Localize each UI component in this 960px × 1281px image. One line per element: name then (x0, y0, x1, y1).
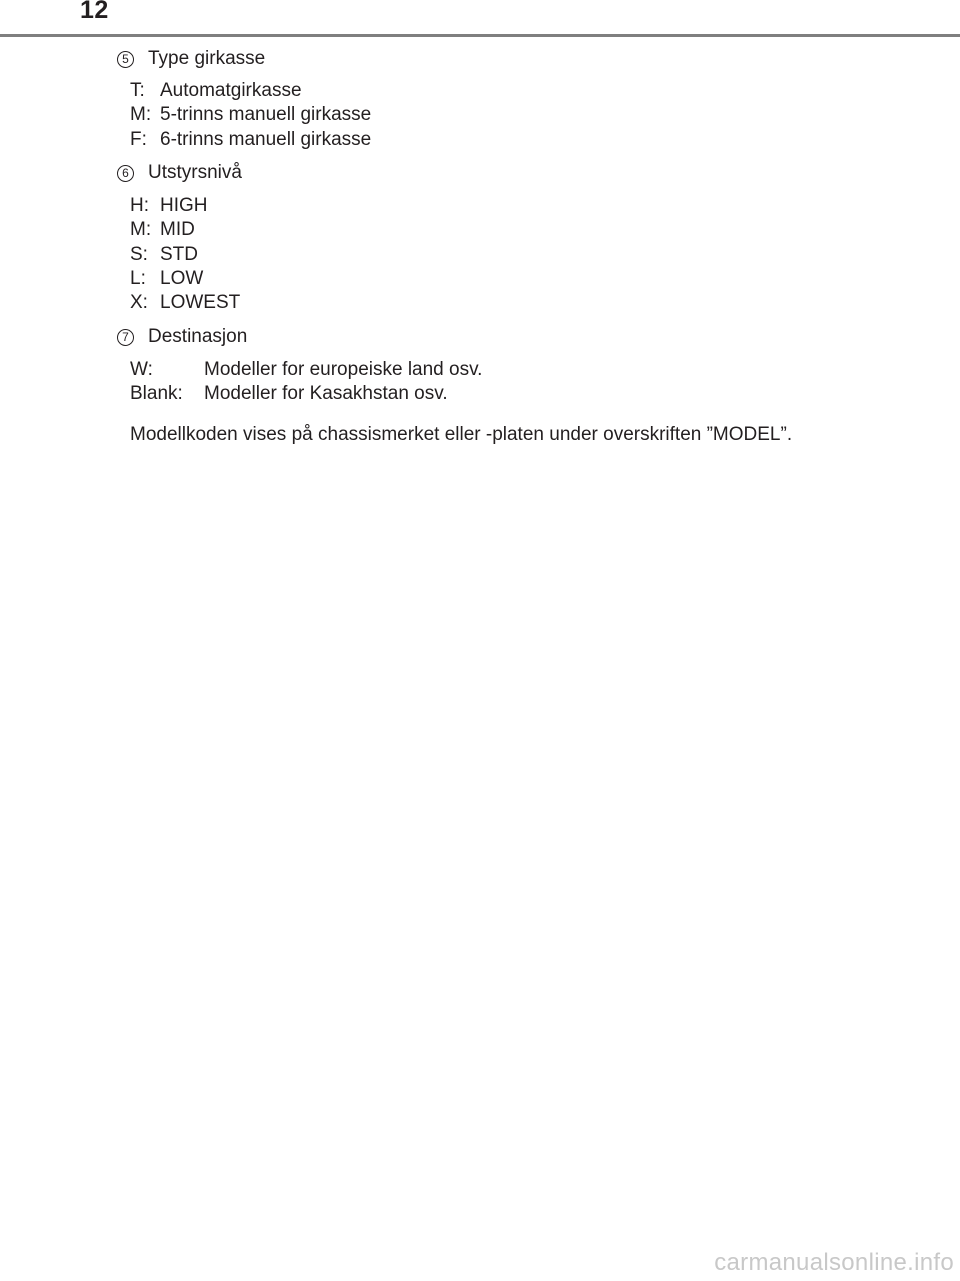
section-title: Utstyrsnivå (148, 162, 242, 183)
section-heading-equipment-level (117, 161, 242, 185)
watermark: carmanualsonline.info (714, 1249, 954, 1276)
section-title: Destinasjon (148, 326, 248, 347)
list-item: T: Automatgirkasse (130, 80, 302, 101)
list-item: F: 6-trinns manuell girkasse (130, 128, 372, 150)
page-number: 12 (80, 0, 109, 24)
section-heading-destination (117, 325, 247, 349)
gearbox-type-list (130, 79, 371, 152)
model-code-note: Modellkoden vises på chassismerket eller -platen under overskriften ”MODEL”. (130, 424, 793, 445)
header-rule (0, 34, 960, 37)
list-item: Blank: Modeller for Kasakhstan osv. (130, 383, 448, 405)
equipment-level-list (130, 194, 240, 315)
circled-number-5: 5 (117, 51, 134, 68)
list-item: X: LOWEST (130, 292, 241, 314)
list-item: M: MID (130, 219, 195, 241)
destination-list (130, 358, 482, 407)
list-item: H: HIGH (130, 195, 208, 216)
circled-number-6: 6 (117, 165, 134, 182)
list-item: L: LOW (130, 267, 204, 289)
list-item: S: STD (130, 243, 198, 265)
list-item: M: 5-trinns manuell girkasse (130, 104, 372, 126)
circled-number-7: 7 (117, 329, 134, 346)
section-heading-gearbox-type (117, 47, 265, 71)
list-item: W: Modeller for europeiske land osv. (130, 359, 483, 380)
section-title: Type girkasse (148, 48, 266, 69)
